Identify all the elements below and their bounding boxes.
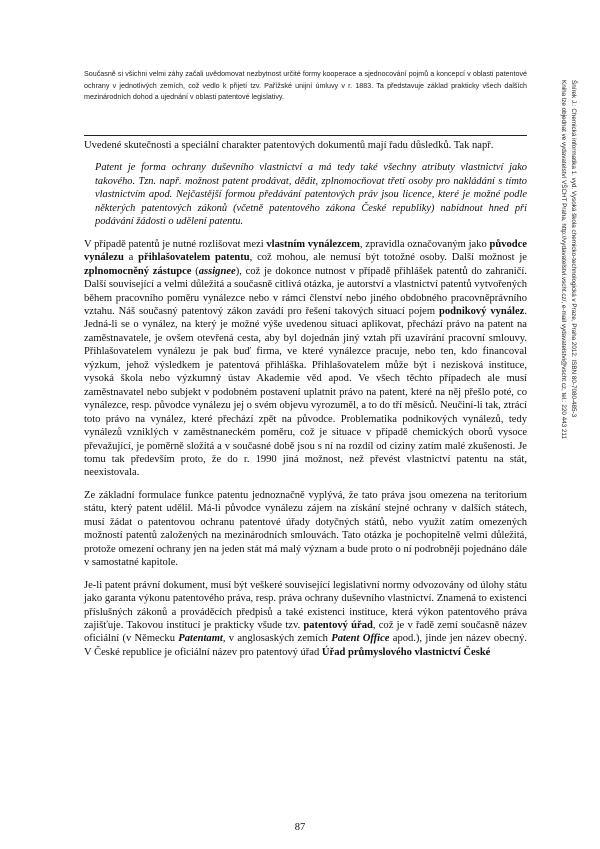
page-number: 87 [294, 822, 306, 833]
divider [84, 135, 527, 136]
paragraph-territory: Ze základní formulace funkce patentu jednoznačně vyplývá, že tato práva jsou omezena na teritorium státu, který patent udělil. Má-li původce vynálezu zájem na získání stejné ochrany v dalších státech, musí žádat o patentovou ochranu patentové úřady dotyčných států, nebo využít zatím omezených možností patentů založených na mezinárodních smlouvách. Tato otázka je pochopitelně velmi důležitá, protože omezení ochrany jen na jeden stát má malý význam a bude proto o ní podrobněji pojednáno dále v samostatné kapitole. [84, 489, 527, 569]
main-text [84, 139, 527, 668]
paragraph-inventor: V případě patentů je nutné rozlišovat mezi vlastním vynálezcem, zpravidla označovaným jako původce vynálezu a přihlašovatelem patentu, což mohou, ale nemusí být totožné osoby. Další možnost je zplnomocněný zástupce (assignee), což je dokonce nutnost v případě přihlášek patentů do zahraničí. Další související a velmi důležitá a současně citlivá otázka, je autorství a vlastnictví patentů vytvořených během pracovního poměru vynálezce nebo v rámci členství nebo jiného obdobného pracovněprávního vztahu. Náš současný patentový zákon zavádí pro řešení takových situací pojem podnikový vynález. Jedná-li se o vynález, na který je možné výše uvedenou situaci aplikovat, přechází právo na patent na zaměstnavatele, je ovšem otevřená cesta, aby byl dojednán jiný vztah při uzavírání pracovní smlouvy. Přihlašovatelem vynálezu je pak buď firma, ve které vynálezce pracuje, nebo ten, kdo financoval výzkum, jehož výsledkem je patentová přihláška. Přihlašovatelem může být i nezisková instituce, vysoká škola nebo výzkumný ústav Akademie věd apod. Ve všech těchto případech ale musí zaměstnavatel nebo subjekt v podobném postavení uplatnit právo na patent, které na něj přešlo poté, co vynálezce, resp. původce vynálezu jej o svém objevu vyrozuměl, a to do tří měsíců. Neučiní-li tak, ztrácí toto právo na vynález, které přechází zpět na původce. Problematika podnikových vynálezů, tedy vynálezů vzniklých v zaměstnaneckém poměru, což je situace v případě chemických oborů vysoce převažující, je poměrně složitá a v současné době jsou s ní na rozdíl od ciziny zatím malé zkušenosti. Je tomu tak především proto, že do r. 1990 jiná možnost, než převést vlastnictví patentu na stát, neexistovala. [84, 238, 527, 479]
side-note-line-1: Šnírek J.: Chemická informatika 1. vyd. Vysoká škola chemicko-technologická v Praze, Praha 2012. ISBN 80-7080-485-3 [570, 80, 577, 418]
footnote: Současně si všichni velmi záhy začali uvědomovat nezbytnost určité formy kooperace a sjednocování pojmů a koncepcí v oblasti patentové ochrany v jednotlivých zemích, což vedlo k přijetí tzv. Pařížské unijní úmluvy v r. 1883. Ta představuje základ prakticky všech dalších mezinárodních dohod a ujednání v oblasti patentové legislativy. [84, 70, 527, 102]
side-note [560, 80, 578, 640]
paragraph-intro: Uvedené skutečnosti a speciální charakter patentových dokumentů mají řadu důsledků. Tak např. [84, 140, 494, 151]
side-note-line-2: Kniha lze objednat ve vydavatelství VŠCHT Praha, http://vydavatelstvi.vscht.cz/, e-mail vydavatelstvi@vscht.cz, tel.: 220 443 211 [560, 80, 568, 439]
italic-quote: Patent je forma ochrany duševního vlastnictví a má tedy také všechny atributy vlastnictví jako takového. Tzn. např. možnost patent prodávat, dědit, zplnomocňovat třetí osoby pro nakládání s tímto vlastnictvím apod. Nejčastější formou předávání patentových práv jsou licence, které je možné podle některých patentových zákonů (včetně patentového zákona České republiky) nabídnout hned při podávání žádosti o udělení patentu. [95, 162, 527, 228]
paragraph-office: Je-li patent právní dokument, musí být veškeré související legislativní normy odvozovány od úlohy státu jako garanta výkonu patentového práva, resp. práva ochrany duševního vlastnictví. Znamená to existenci příslušných zákonů a prováděcích předpisů a také existenci instituce, která výkon patentového práva zajišťuje. Takovou institucí je prakticky všude tzv. patentový úřad, což je v řadě zemí současně název oficiální (v Německu Patentamt, v anglosaských zemích Patent Office apod.), jinde jen název obecný. V České republice je oficiální název pro patentový úřad Úřad průmyslového vlastnictví České [84, 579, 527, 658]
